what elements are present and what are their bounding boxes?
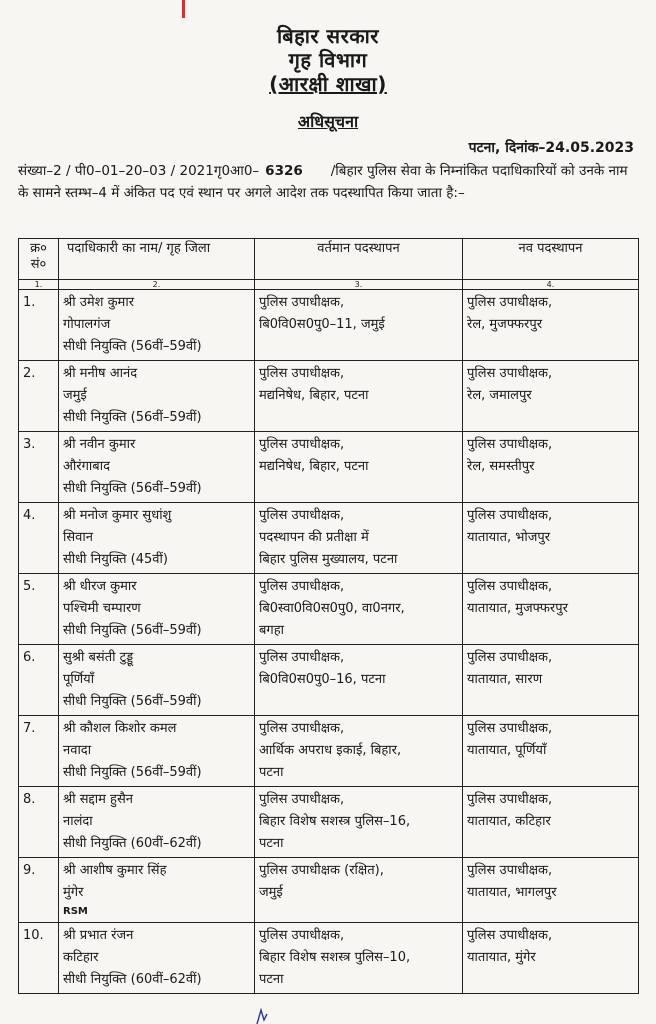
department-name: गृह विभाग bbox=[288, 48, 368, 72]
table-row bbox=[19, 858, 639, 923]
new-posting-line: पुलिस उपाधीक्षक, bbox=[467, 863, 553, 878]
new-posting-line: यातायात, भागलपुर bbox=[467, 885, 557, 900]
new-posting-line: यातायात, पूर्णियाँ bbox=[467, 743, 547, 758]
serial-number: 10. bbox=[19, 923, 59, 994]
current-posting-line: बि0वि0स0पु0–16, पटना bbox=[259, 672, 386, 687]
table-row bbox=[19, 923, 639, 994]
current-posting-line: पुलिस उपाधीक्षक, bbox=[259, 650, 345, 665]
table-body bbox=[19, 290, 639, 994]
home-district: औरंगाबाद bbox=[63, 459, 110, 474]
intro-text: /बिहार पुलिस सेवा के निम्नांकित पदाधिकारियों को उनके नाम के सामने स्तम्भ–4 में अंकित पद एवं स्थान पर अगले आदेश तक पदस्थापित किया जाता है:– bbox=[18, 163, 628, 201]
officer-name: श्री नवीन कुमार bbox=[63, 437, 136, 452]
current-posting-cell bbox=[255, 645, 463, 716]
new-posting-line: पुलिस उपाधीक्षक, bbox=[467, 295, 553, 310]
letterhead bbox=[0, 24, 656, 96]
appointment-type: सीधी नियुक्ति (60वीं–62वीं) bbox=[63, 836, 202, 851]
current-posting-line: पुलिस उपाधीक्षक, bbox=[259, 579, 345, 594]
appointment-type: RSM bbox=[63, 906, 88, 917]
officer-cell bbox=[59, 432, 255, 503]
col-number: 4. bbox=[463, 280, 639, 290]
current-posting-line: बिहार विशेष सशस्त्र पुलिस–10, bbox=[259, 950, 411, 965]
home-district: सिवान bbox=[63, 530, 93, 545]
new-posting-line: पुलिस उपाधीक्षक, bbox=[467, 650, 553, 665]
officer-cell bbox=[59, 361, 255, 432]
new-posting-line: यातायात, मुजफ्फरपुर bbox=[467, 601, 568, 616]
appointment-type: सीधी नियुक्ति (56वीं–59वीं) bbox=[63, 481, 202, 496]
serial-number: 7. bbox=[19, 716, 59, 787]
appointment-type: सीधी नियुक्ति (56वीं–59वीं) bbox=[63, 765, 202, 780]
home-district: कटिहार bbox=[63, 950, 99, 965]
new-posting-line: पुलिस उपाधीक्षक, bbox=[467, 437, 553, 452]
officer-cell bbox=[59, 923, 255, 994]
current-posting-line: पटना bbox=[259, 972, 284, 987]
new-posting-line: रेल, जमालपुर bbox=[467, 388, 532, 403]
officer-name: श्री धीरज कुमार bbox=[63, 579, 137, 594]
col-number: 3. bbox=[255, 280, 463, 290]
current-posting-line: बि0स्वा0वि0स0पु0, वा0नगर, bbox=[259, 601, 405, 616]
serial-number: 4. bbox=[19, 503, 59, 574]
header-new: नव पदस्थापन bbox=[463, 239, 639, 280]
header-current: वर्तमान पदस्थापन bbox=[255, 239, 463, 280]
current-posting-line: पुलिस उपाधीक्षक, bbox=[259, 721, 345, 736]
new-posting-line: रेल, मुजफ्फरपुर bbox=[467, 317, 543, 332]
new-posting-line: पुलिस उपाधीक्षक, bbox=[467, 366, 553, 381]
appointment-type: सीधी नियुक्ति (56वीं–59वीं) bbox=[63, 410, 202, 425]
header-name: पदाधिकारी का नाम/ गृह जिला bbox=[59, 239, 255, 280]
intro-paragraph bbox=[18, 160, 638, 204]
new-posting-cell bbox=[463, 574, 639, 645]
serial-number: 1. bbox=[19, 290, 59, 361]
notice-title: अधिसूचना bbox=[297, 112, 359, 131]
current-posting-cell bbox=[255, 503, 463, 574]
serial-number: 5. bbox=[19, 574, 59, 645]
signature-mark bbox=[255, 1008, 269, 1024]
officer-cell bbox=[59, 787, 255, 858]
new-posting-cell bbox=[463, 716, 639, 787]
date-line: पटना, दिनांक–24.05.2023 bbox=[468, 140, 634, 156]
home-district: नालंदा bbox=[63, 814, 93, 829]
ink-mark bbox=[182, 0, 185, 18]
current-posting-line: पटना bbox=[259, 836, 284, 851]
officer-name: श्री कौशल किशोर कमल bbox=[63, 721, 177, 736]
new-posting-line: यातायात, कटिहार bbox=[467, 814, 551, 829]
new-posting-cell bbox=[463, 432, 639, 503]
officer-name: श्री उमेश कुमार bbox=[63, 295, 135, 310]
new-posting-line: यातायात, मुंगेर bbox=[467, 950, 536, 965]
officer-name: श्री आशीष कुमार सिंह bbox=[63, 863, 167, 878]
current-posting-line: पुलिस उपाधीक्षक, bbox=[259, 295, 345, 310]
appointment-type: सीधी नियुक्ति (60वीं–62वीं) bbox=[63, 972, 202, 987]
officer-name: सुश्री बसंती टुड्डू bbox=[63, 650, 134, 665]
new-posting-line: पुलिस उपाधीक्षक, bbox=[467, 721, 553, 736]
home-district: गोपालगंज bbox=[63, 317, 111, 332]
serial-number: 2. bbox=[19, 361, 59, 432]
current-posting-line: जमुई bbox=[259, 885, 283, 900]
header-sn: क्र० सं० bbox=[19, 239, 59, 280]
current-posting-line: पुलिस उपाधीक्षक, bbox=[259, 366, 345, 381]
current-posting-line: पुलिस उपाधीक्षक, bbox=[259, 792, 345, 807]
new-posting-cell bbox=[463, 503, 639, 574]
current-posting-cell bbox=[255, 432, 463, 503]
current-posting-line: पुलिस उपाधीक्षक (रक्षित), bbox=[259, 863, 384, 878]
current-posting-cell bbox=[255, 787, 463, 858]
current-posting-line: मद्यनिषेध, बिहार, पटना bbox=[259, 459, 369, 474]
new-posting-cell bbox=[463, 290, 639, 361]
current-posting-line: पदस्थापन की प्रतीक्षा में bbox=[259, 530, 369, 545]
new-posting-line: पुलिस उपाधीक्षक, bbox=[467, 579, 553, 594]
new-posting-cell bbox=[463, 787, 639, 858]
current-posting-cell bbox=[255, 858, 463, 923]
reference-serial: 6326 bbox=[265, 163, 303, 179]
home-district: पश्चिमी चम्पारण bbox=[63, 601, 141, 616]
officer-cell bbox=[59, 645, 255, 716]
new-posting-line: यातायात, सारण bbox=[467, 672, 543, 687]
current-posting-line: बिहार पुलिस मुख्यालय, पटना bbox=[259, 552, 398, 567]
home-district: जमुई bbox=[63, 388, 87, 403]
appointment-type: सीधी नियुक्ति (56वीं–59वीं) bbox=[63, 694, 202, 709]
serial-number: 8. bbox=[19, 787, 59, 858]
table-row bbox=[19, 716, 639, 787]
home-district: नवादा bbox=[63, 743, 92, 758]
new-posting-cell bbox=[463, 923, 639, 994]
serial-number: 3. bbox=[19, 432, 59, 503]
table-row bbox=[19, 503, 639, 574]
branch-name: (आरक्षी शाखा) bbox=[269, 72, 387, 96]
current-posting-line: आर्थिक अपराध इकाई, बिहार, bbox=[259, 743, 402, 758]
appointment-type: सीधी नियुक्ति (56वीं–59वीं) bbox=[63, 339, 202, 354]
serial-number: 9. bbox=[19, 858, 59, 923]
officer-name: श्री मनोज कुमार सुधांशु bbox=[63, 508, 172, 523]
reference-number: संख्या–2 / पी0–01–20–03 / 2021गृ0आ0– bbox=[18, 163, 260, 179]
new-posting-line: रेल, समस्तीपुर bbox=[467, 459, 535, 474]
col-number: 1. bbox=[19, 280, 59, 290]
officer-cell bbox=[59, 290, 255, 361]
new-posting-line: पुलिस उपाधीक्षक, bbox=[467, 792, 553, 807]
current-posting-line: बगहा bbox=[259, 623, 285, 638]
officer-cell bbox=[59, 858, 255, 923]
officer-name: श्री प्रभात रंजन bbox=[63, 928, 134, 943]
current-posting-cell bbox=[255, 361, 463, 432]
table-row bbox=[19, 787, 639, 858]
current-posting-line: पुलिस उपाधीक्षक, bbox=[259, 928, 345, 943]
posting-table bbox=[18, 238, 639, 994]
new-posting-line: पुलिस उपाधीक्षक, bbox=[467, 928, 553, 943]
table-row bbox=[19, 361, 639, 432]
appointment-type: सीधी नियुक्ति (45वीं) bbox=[63, 552, 168, 567]
officer-cell bbox=[59, 503, 255, 574]
new-posting-cell bbox=[463, 361, 639, 432]
current-posting-cell bbox=[255, 574, 463, 645]
new-posting-line: पुलिस उपाधीक्षक, bbox=[467, 508, 553, 523]
table-row bbox=[19, 574, 639, 645]
officer-name: श्री सद्दाम हुसैन bbox=[63, 792, 133, 807]
current-posting-cell bbox=[255, 290, 463, 361]
current-posting-line: पुलिस उपाधीक्षक, bbox=[259, 508, 345, 523]
current-posting-cell bbox=[255, 923, 463, 994]
current-posting-line: बि0वि0स0पु0–11, जमुई bbox=[259, 317, 385, 332]
home-district: मुंगेर bbox=[63, 885, 84, 900]
new-posting-line: यातायात, भोजपुर bbox=[467, 530, 551, 545]
serial-number: 6. bbox=[19, 645, 59, 716]
govt-name: बिहार सरकार bbox=[277, 24, 379, 48]
current-posting-line: बिहार विशेष सशस्त्र पुलिस–16, bbox=[259, 814, 411, 829]
current-posting-line: मद्यनिषेध, बिहार, पटना bbox=[259, 388, 369, 403]
officer-name: श्री मनीष आनंद bbox=[63, 366, 138, 381]
col-number: 2. bbox=[59, 280, 255, 290]
home-district: पूर्णियाँ bbox=[63, 672, 95, 687]
new-posting-cell bbox=[463, 645, 639, 716]
new-posting-cell bbox=[463, 858, 639, 923]
officer-cell bbox=[59, 716, 255, 787]
current-posting-line: पुलिस उपाधीक्षक, bbox=[259, 437, 345, 452]
table-row bbox=[19, 645, 639, 716]
appointment-type: सीधी नियुक्ति (56वीं–59वीं) bbox=[63, 623, 202, 638]
table-row bbox=[19, 290, 639, 361]
officer-cell bbox=[59, 574, 255, 645]
current-posting-line: पटना bbox=[259, 765, 284, 780]
table-row bbox=[19, 432, 639, 503]
current-posting-cell bbox=[255, 716, 463, 787]
